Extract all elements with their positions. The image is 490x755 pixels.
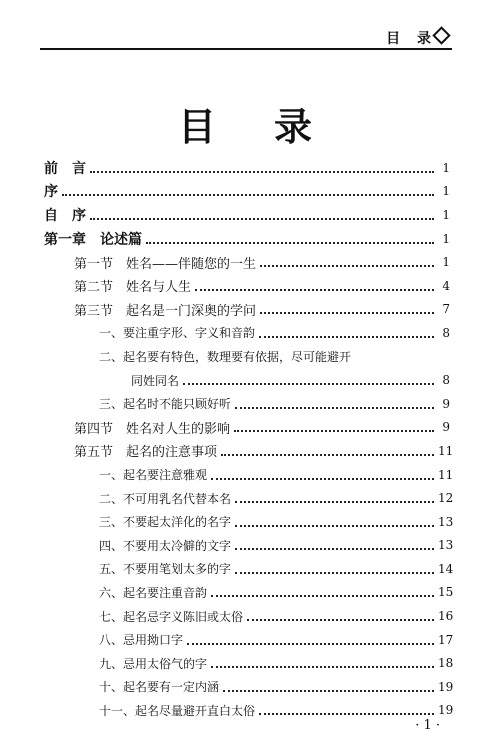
toc-entry-page: 14 bbox=[438, 561, 454, 576]
toc-entry-label: 第四节 姓名对人生的影响 bbox=[74, 421, 231, 437]
toc-entry bbox=[44, 274, 450, 298]
toc-entry-page: 7 bbox=[442, 302, 450, 317]
toc-entry-page: 19 bbox=[438, 703, 454, 718]
toc-entry bbox=[44, 557, 454, 581]
toc-entry-page: 11 bbox=[438, 443, 454, 458]
toc-entry-label: 五、不要用笔划太多的字 bbox=[99, 562, 232, 577]
dot-leader bbox=[90, 171, 434, 173]
toc-entry-label: 八、忌用拗口字 bbox=[99, 633, 184, 648]
toc-entry-label: 序 bbox=[44, 184, 58, 201]
toc-entry bbox=[44, 463, 454, 487]
toc-entry-label: 三、起名时不能只顾好听 bbox=[99, 397, 232, 412]
toc-entry-label: 第三节 起名是一门深奥的学问 bbox=[74, 303, 257, 319]
toc-entry-label: 同姓同名 bbox=[131, 373, 180, 388]
toc-entry-page: 13 bbox=[438, 514, 454, 529]
toc-entry bbox=[44, 203, 450, 227]
toc-entry-page: 8 bbox=[442, 373, 450, 388]
toc-entry-page: 16 bbox=[438, 609, 454, 624]
toc-entry bbox=[44, 227, 450, 251]
toc-entry bbox=[44, 510, 454, 534]
toc-entry bbox=[44, 699, 454, 723]
toc-entry-label: 一、起名要注意雅观 bbox=[99, 468, 208, 483]
toc-entry bbox=[44, 416, 450, 440]
toc-entry bbox=[44, 250, 450, 274]
toc-entry bbox=[44, 628, 454, 652]
toc-entry-page: 1 bbox=[442, 207, 450, 222]
toc-entry-label: 六、起名要注重音韵 bbox=[99, 585, 208, 600]
toc-entry-page: 8 bbox=[442, 325, 450, 340]
table-of-contents bbox=[44, 156, 454, 722]
running-header-text bbox=[386, 28, 448, 48]
toc-entry-label: 自 序 bbox=[44, 207, 86, 224]
toc-entry-page: 1 bbox=[442, 231, 450, 246]
dot-leader bbox=[211, 666, 434, 668]
toc-entry bbox=[44, 675, 454, 699]
toc-entry-page: 15 bbox=[438, 585, 454, 600]
toc-entry-label: 二、起名要有特色，数理要有依据，尽可能避开 bbox=[99, 350, 352, 365]
dot-leader bbox=[187, 643, 434, 645]
toc-entry-page: 17 bbox=[438, 632, 454, 647]
toc-entry-label: 第五节 起名的注意事项 bbox=[74, 445, 218, 461]
toc-entry bbox=[44, 604, 454, 628]
toc-entry-label: 四、不要用太冷僻的文字 bbox=[99, 538, 232, 553]
toc-entry-label: 九、忌用太俗气的字 bbox=[99, 656, 208, 671]
toc-entry bbox=[44, 392, 450, 416]
running-header bbox=[40, 31, 452, 50]
toc-entry-page: 9 bbox=[442, 396, 450, 411]
dot-leader bbox=[146, 242, 434, 244]
toc-entry-page: 1 bbox=[442, 184, 450, 199]
dot-leader bbox=[62, 194, 434, 196]
toc-entry-page: 18 bbox=[438, 656, 454, 671]
dot-leader bbox=[259, 336, 434, 338]
toc-entry-label: 第一章 论述篇 bbox=[44, 231, 142, 248]
toc-entry-label: 第一节 姓名——伴随您的一生 bbox=[74, 256, 257, 272]
toc-entry-page: 19 bbox=[438, 679, 454, 694]
dot-leader bbox=[235, 572, 434, 574]
dot-leader bbox=[90, 218, 434, 220]
toc-entry-page: 4 bbox=[442, 278, 450, 293]
dot-leader bbox=[221, 454, 434, 456]
dot-leader bbox=[235, 407, 434, 409]
toc-entry bbox=[44, 345, 450, 369]
page-number: · 1 · bbox=[415, 718, 440, 733]
dot-leader bbox=[183, 383, 434, 385]
dot-leader bbox=[247, 619, 434, 621]
toc-entry-page: 11 bbox=[438, 467, 454, 482]
dot-leader bbox=[211, 478, 434, 480]
page-title: 目录 bbox=[177, 104, 370, 149]
dot-leader bbox=[260, 312, 434, 314]
toc-entry bbox=[44, 298, 450, 322]
dot-leader bbox=[235, 548, 434, 550]
toc-entry-label: 十、起名要有一定内涵 bbox=[99, 680, 220, 695]
toc-entry-page: 13 bbox=[438, 538, 454, 553]
toc-entry bbox=[44, 180, 450, 204]
dot-leader bbox=[234, 430, 434, 432]
dot-leader bbox=[260, 265, 434, 267]
toc-entry-label: 二、不可用乳名代替本名 bbox=[99, 491, 232, 506]
dot-leader bbox=[223, 690, 434, 692]
toc-entry-page: 1 bbox=[442, 160, 450, 175]
toc-entry-page: 1 bbox=[442, 255, 450, 270]
toc-entry bbox=[44, 321, 450, 345]
toc-entry-page: 12 bbox=[438, 491, 454, 506]
toc-entry-label: 七、起名忌字义陈旧或太俗 bbox=[99, 609, 244, 624]
toc-entry-label: 第二节 姓名与人生 bbox=[74, 280, 192, 296]
toc-entry bbox=[44, 439, 454, 463]
toc-entry bbox=[44, 486, 454, 510]
toc-entry-label: 一、要注重字形、字义和音韵 bbox=[99, 326, 256, 341]
dot-leader bbox=[235, 501, 434, 503]
toc-entry bbox=[44, 368, 450, 392]
toc-entry bbox=[44, 651, 454, 675]
toc-entry-label: 前 言 bbox=[44, 160, 86, 177]
toc-entry bbox=[44, 581, 454, 605]
toc-entry bbox=[44, 534, 454, 558]
dot-leader bbox=[211, 595, 434, 597]
dot-leader bbox=[235, 525, 434, 527]
header-title: 目 录 bbox=[386, 31, 437, 47]
toc-entry bbox=[44, 156, 450, 180]
toc-entry-page: 9 bbox=[442, 420, 450, 435]
toc-entry-label: 三、不要起太洋化的名字 bbox=[99, 515, 232, 530]
dot-leader bbox=[259, 713, 434, 715]
dot-leader bbox=[195, 289, 434, 291]
toc-entry-label: 十一、起名尽量避开直白太俗 bbox=[99, 703, 256, 718]
